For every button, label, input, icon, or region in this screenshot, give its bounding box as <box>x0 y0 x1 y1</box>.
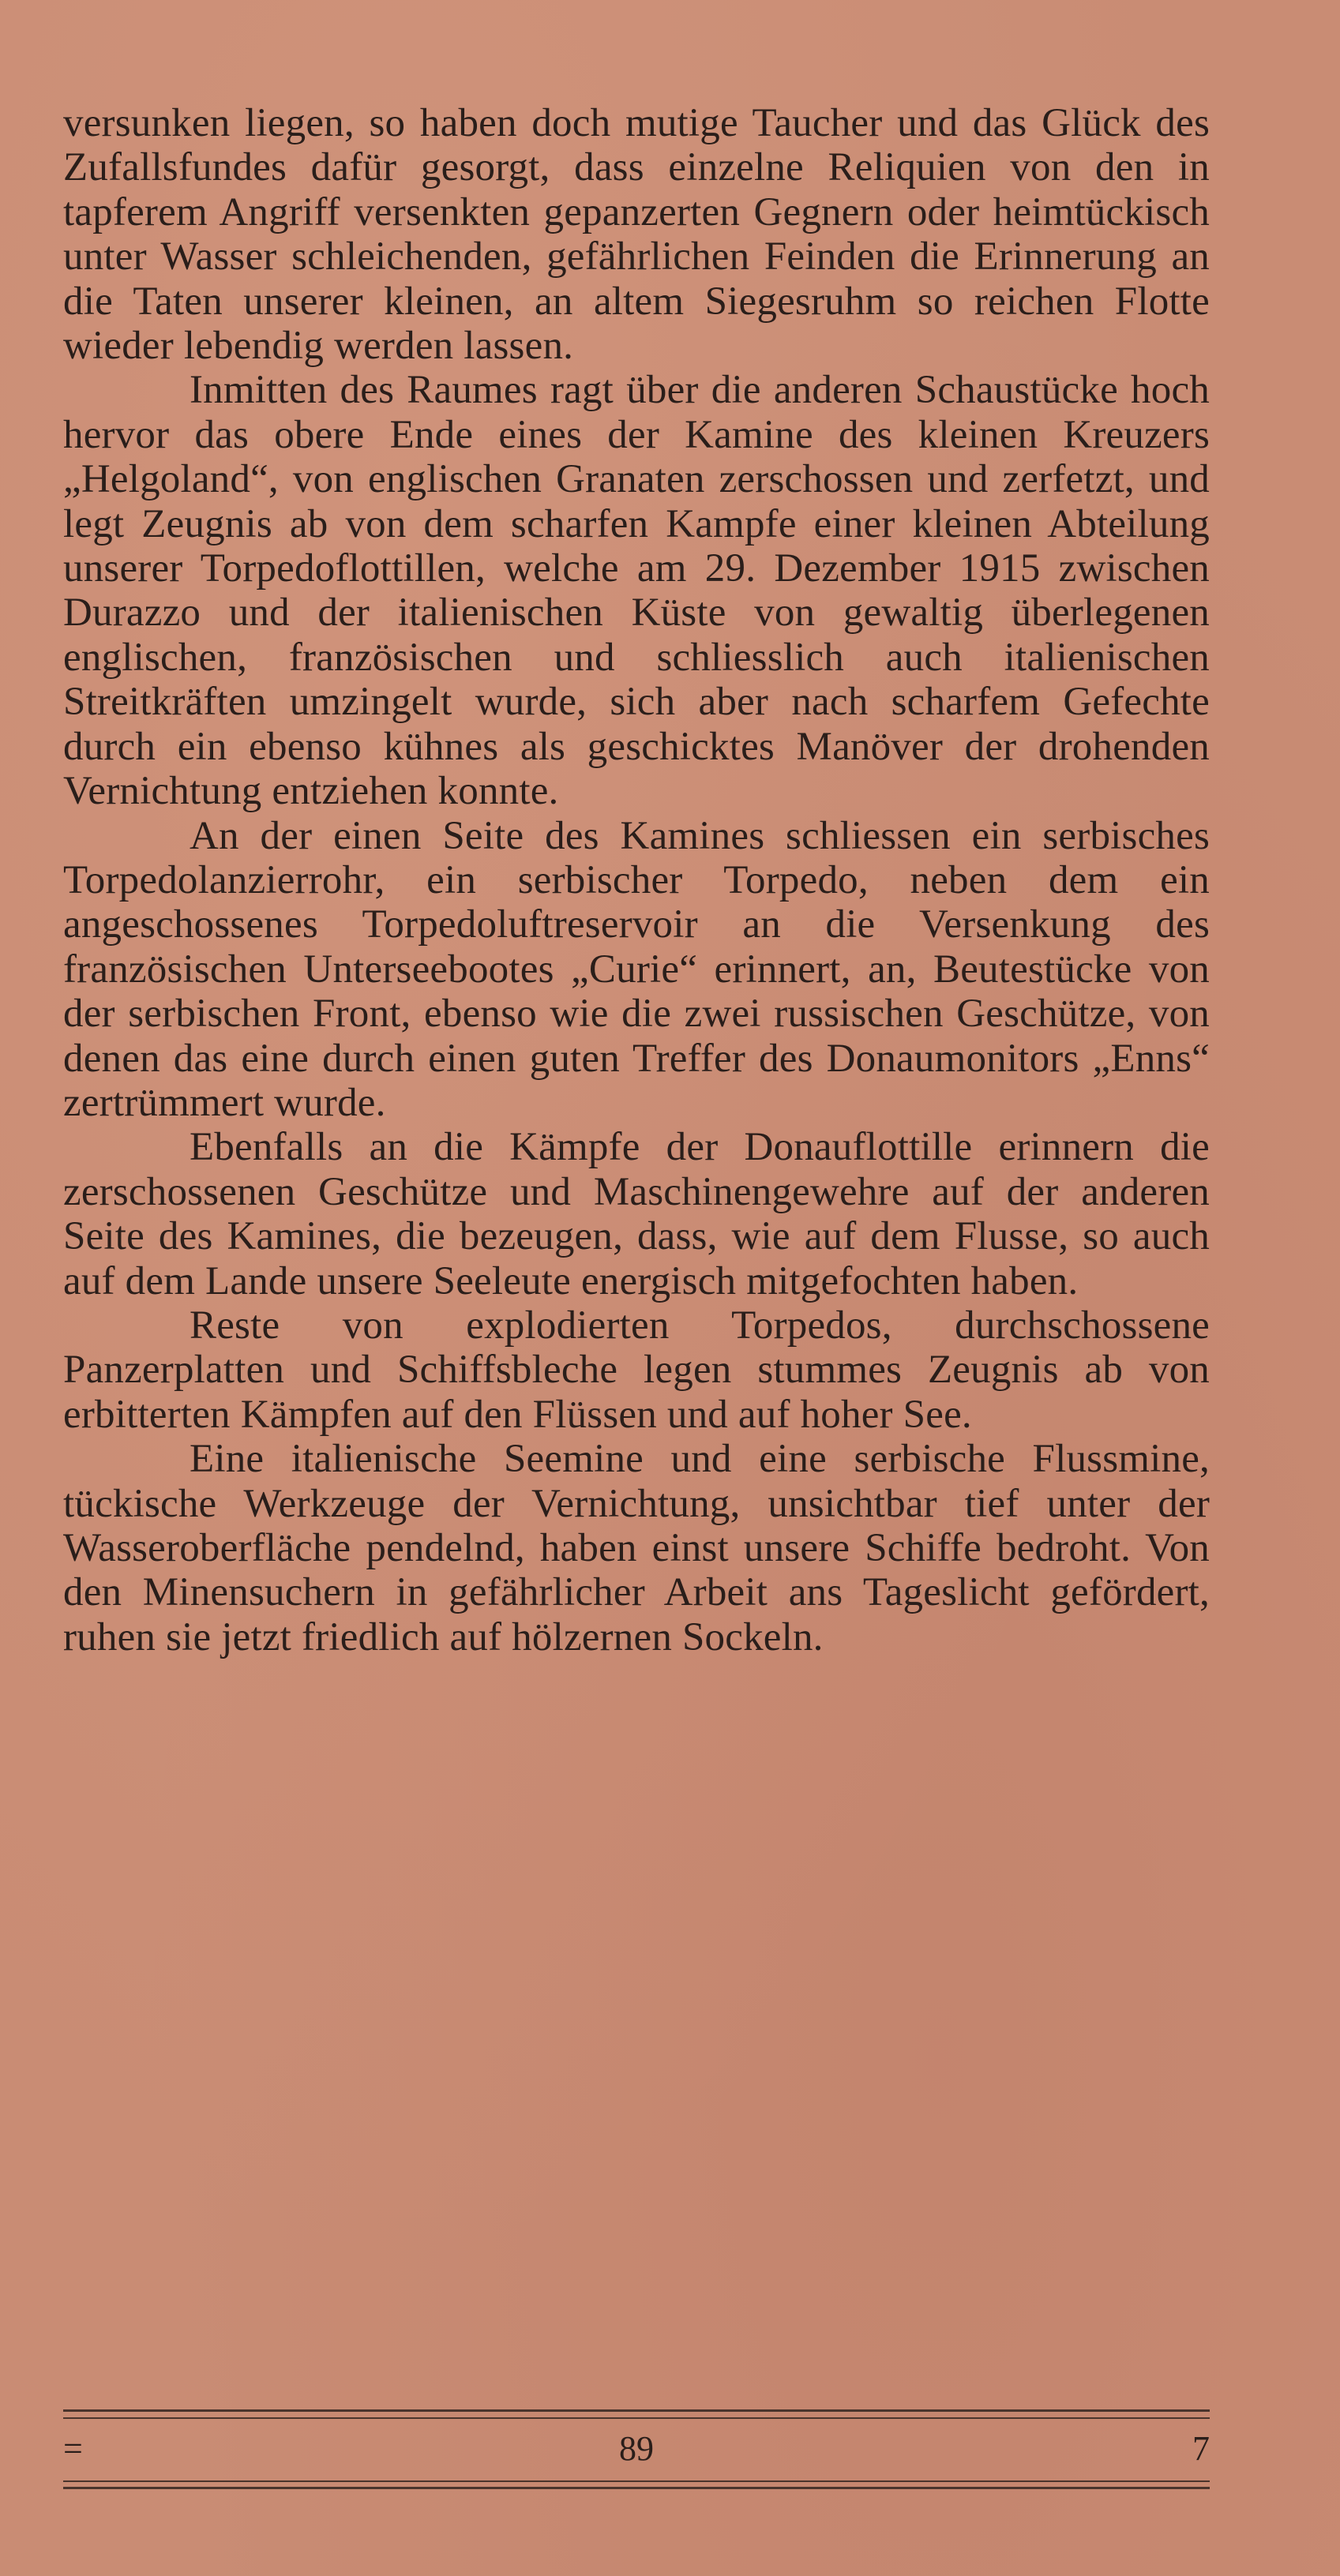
page-number: 89 <box>619 2429 654 2468</box>
footer-rule-bottom <box>63 2487 1210 2489</box>
paragraph-2: Inmitten des Raumes ragt über die anderen Schaustücke hoch hervor das obere Ende eines der Kamine des kleinen Kreuzers „Helgoland“, von englischen Granaten zerschossen und zerfetzt, und legt Zeugnis ab von dem scharfen Kampfe einer kleinen Abteilung unserer Torpedoflottillen, welche am 29. Dezember 1915 zwischen Durazzo und der italienischen Küste von gewaltig überlegenen englischen, französischen und schliesslich auch italienischen Streitkräften umzingelt wurde, sich aber nach scharfem Gefechte durch ein ebenso kühnes als geschicktes Manöver der drohenden Vernichtung entziehen konnte. <box>63 368 1210 814</box>
body-text <box>63 101 1210 1659</box>
paragraph-4: Ebenfalls an die Kämpfe der Donauflottille erinnern die zerschossenen Geschütze und Maschinengewehre auf der anderen Seite des Kamines, die bezeugen, dass, wie auf dem Flusse, so auch auf dem Lande unsere Seeleute energisch mitgefochten haben. <box>63 1125 1210 1303</box>
paragraph-1: versunken liegen, so haben doch mutige Taucher und das Glück des Zufallsfundes dafür gesorgt, dass einzelne Reliquien von den in tapferem Angriff versenkten gepanzerten Gegnern oder heimtückisch unter Wasser schleichenden, gefährlichen Feinden die Erinnerung an die Taten unserer kleinen, an altem Siegesruhm so reichen Flotte wieder lebendig werden lassen. <box>63 101 1210 369</box>
page-footer <box>63 2428 1210 2476</box>
signature-mark: 7 <box>1192 2429 1210 2468</box>
paragraph-5: Reste von explodierten Torpedos, durchschossene Panzerplatten und Schiffsbleche legen stummes Zeugnis ab von erbitterten Kämpfen auf den Flüssen und auf hoher See. <box>63 1303 1210 1437</box>
paragraph-6: Eine italienische Seemine und eine serbische Flussmine, tückische Werkzeuge der Vernichtung, unsichtbar tief unter der Wasseroberfläche pendelnd, haben einst unsere Schiffe bedroht. Von den Minensuchern in gefährlicher Arbeit ans Tageslicht gefördert, ruhen sie jetzt friedlich auf hölzernen Sockeln. <box>63 1437 1210 1659</box>
footer-rule-top-thin <box>63 2417 1210 2419</box>
footer-rule-bottom-thin <box>63 2480 1210 2482</box>
footer-rule-top <box>63 2409 1210 2412</box>
paragraph-3: An der einen Seite des Kamines schliessen ein serbisches Torpedolanzierrohr, ein serbischer Torpedo, neben dem ein angeschossenes Torpedoluftreservoir an die Versenkung des französischen Unterseebootes „Curie“ erinnert, an, Beutestücke von der serbischen Front, ebenso wie die zwei russischen Geschütze, von denen das eine durch einen guten Treffer des Donaumonitors „Enns“ zertrümmert wurde. <box>63 813 1210 1125</box>
footer-dash: = <box>63 2429 83 2468</box>
